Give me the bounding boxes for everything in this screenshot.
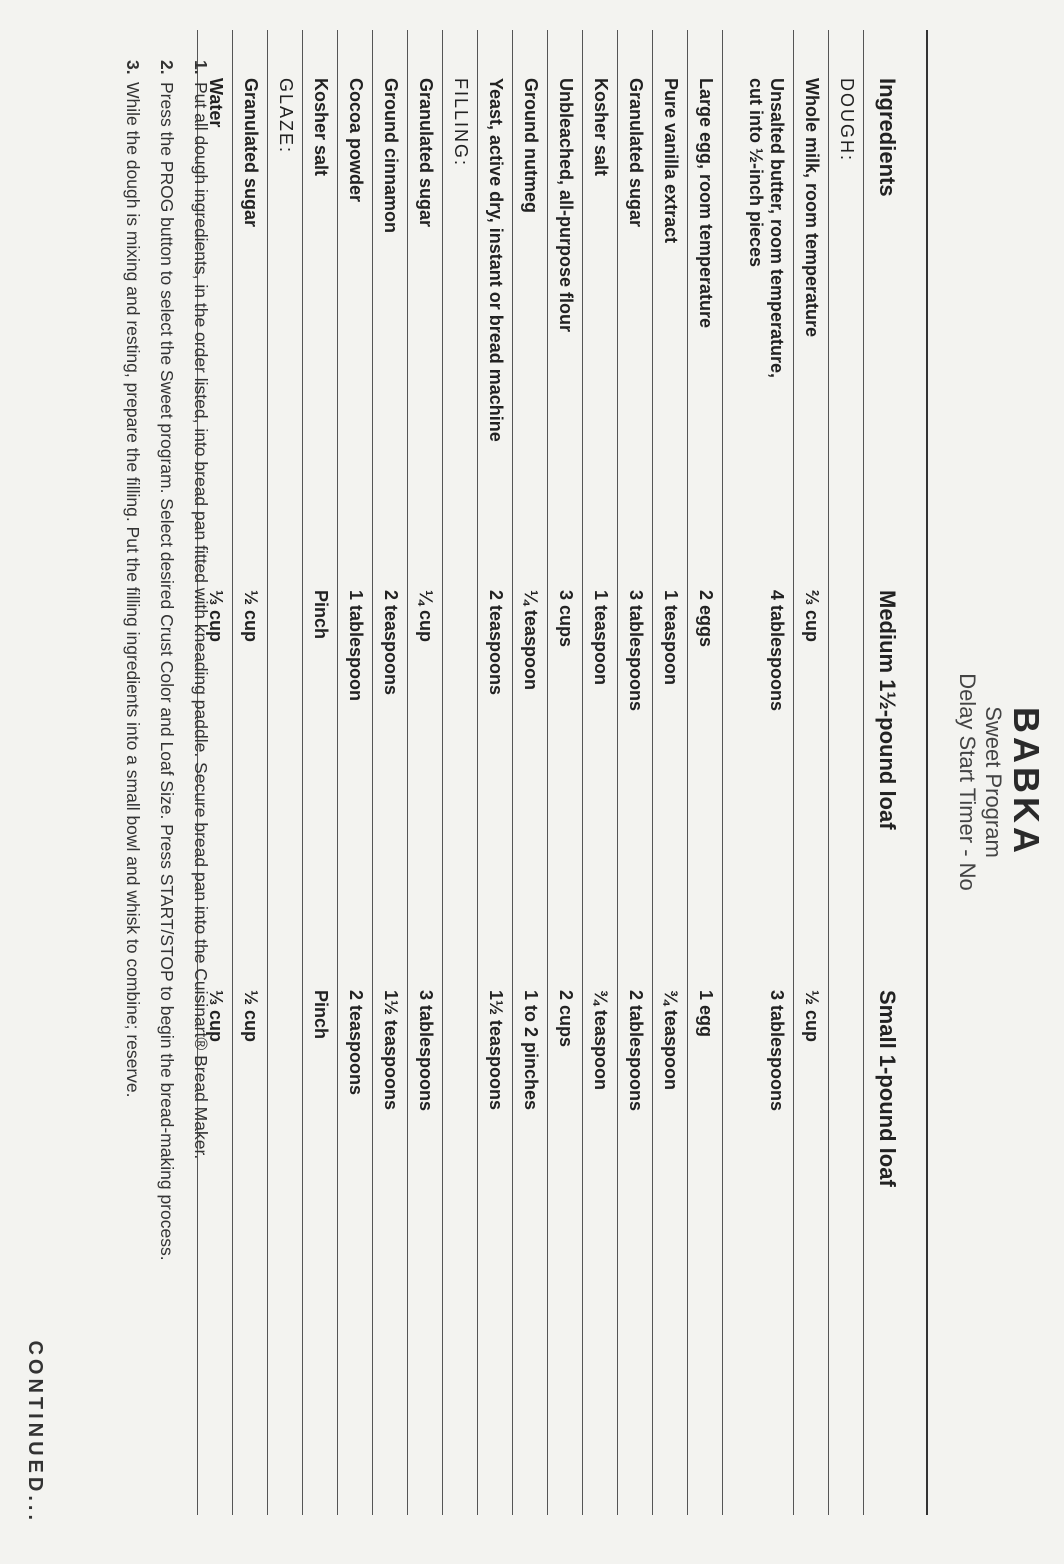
small-amount-cell: ½ cup xyxy=(241,990,261,1043)
step-number: 2. xyxy=(157,60,177,75)
ingredient-cell: Unsalted butter, room temperature, cut into ½-inch pieces xyxy=(746,78,787,379)
column-header-ingredients: Ingredients xyxy=(875,78,900,197)
instruction-step xyxy=(122,60,144,1460)
ingredient-cell: Granulated sugar xyxy=(626,78,646,228)
small-amount-cell: 2 teaspoons xyxy=(346,990,366,1096)
step-text: Press the PROG button to select the Sweet program. Select desired Crust Color and Loaf Size. Press START/STOP to begin the bread-making process. xyxy=(157,82,177,1261)
small-amount-cell xyxy=(471,990,477,1310)
delay-timer-label: Delay Start Timer - No xyxy=(955,673,980,891)
step-text: Put all dough ingredients, in the order listed, into bread pan fitted with kneading paddle. Secure bread pan into the Cuisinart® Bread Maker. xyxy=(191,82,211,1160)
ingredients-table xyxy=(197,30,928,1515)
table-row xyxy=(513,30,548,1515)
medium-amount-cell: 3 cups xyxy=(556,590,576,648)
medium-amount-cell: 2 teaspoons xyxy=(381,590,401,696)
small-amount-cell xyxy=(296,990,302,1310)
table-row xyxy=(618,30,653,1515)
medium-amount-cell xyxy=(471,590,477,910)
table-row xyxy=(794,30,829,1515)
table-header xyxy=(864,30,928,1515)
small-amount-cell: 1 to 2 pinches xyxy=(521,990,541,1111)
small-amount-cell: 3 tablespoons xyxy=(416,990,436,1112)
small-amount-cell: 1 egg xyxy=(696,990,716,1038)
ingredient-cell: Ground nutmeg xyxy=(521,78,541,213)
ingredient-cell: Granulated sugar xyxy=(241,78,261,228)
table-row xyxy=(303,30,338,1515)
medium-amount-cell: ½ cup xyxy=(241,590,261,643)
medium-amount-cell xyxy=(857,590,863,910)
small-amount-cell: 1½ teaspoons xyxy=(486,990,506,1111)
small-amount-cell: ¾ teaspoon xyxy=(661,990,681,1091)
medium-amount-cell: 2 eggs xyxy=(696,590,716,648)
medium-amount-cell: Pinch xyxy=(311,590,331,640)
table-row xyxy=(478,30,513,1515)
table-body xyxy=(197,30,864,1515)
medium-amount-cell: 1 teaspoon xyxy=(661,590,681,686)
small-amount-cell: 1½ teaspoons xyxy=(381,990,401,1111)
step-text: While the dough is mixing and resting, prepare the filling. Put the filling ingredients into a small bowl and whisk to combine; reserve. xyxy=(123,82,143,1098)
ingredient-cell: Granulated sugar xyxy=(416,78,436,228)
ingredient-cell: Cocoa powder xyxy=(346,78,366,203)
small-amount-cell: Pinch xyxy=(311,990,331,1040)
instructions xyxy=(110,60,212,1460)
instruction-step xyxy=(156,60,178,1460)
table-row xyxy=(688,30,723,1515)
title-block xyxy=(954,0,1046,1564)
table-row xyxy=(373,30,408,1515)
small-amount-cell: ½ cup xyxy=(802,990,822,1043)
small-amount-cell: 3 tablespoons xyxy=(767,990,787,1112)
continued-label: CONTINUED... xyxy=(24,1340,46,1524)
recipe-title: BABKA xyxy=(1006,707,1047,857)
section-row xyxy=(268,30,303,1515)
ingredient-cell: Pure vanilla extract xyxy=(661,78,681,244)
medium-amount-cell: 4 tablespoons xyxy=(767,590,787,712)
ingredient-cell: Whole milk, room temperature xyxy=(802,78,822,338)
table-row xyxy=(338,30,373,1515)
ingredient-cell: Kosher salt xyxy=(591,78,611,177)
small-amount-cell xyxy=(857,990,863,1310)
table-row xyxy=(408,30,443,1515)
medium-amount-cell: 1 teaspoon xyxy=(591,590,611,686)
medium-amount-cell xyxy=(296,590,302,910)
ingredient-cell: Ground cinnamon xyxy=(381,78,401,233)
column-header-small: Small 1-pound loaf xyxy=(875,990,900,1187)
table-row xyxy=(653,30,688,1515)
medium-amount-cell: ¼ teaspoon xyxy=(521,590,541,691)
table-row xyxy=(233,30,268,1515)
ingredient-cell: DOUGH: xyxy=(837,78,857,162)
step-number: 3. xyxy=(123,60,143,75)
step-number: 1. xyxy=(191,60,211,75)
column-header-medium: Medium 1½-pound loaf xyxy=(875,590,900,830)
ingredient-cell: Water xyxy=(206,78,226,128)
small-amount-cell: ⅓ cup xyxy=(206,990,226,1043)
instruction-step xyxy=(190,60,212,1460)
small-amount-cell: ¾ teaspoon xyxy=(591,990,611,1091)
medium-amount-cell: 2 teaspoons xyxy=(486,590,506,696)
medium-amount-cell: 1 tablespoon xyxy=(346,590,366,702)
instruction-list xyxy=(122,60,212,1460)
medium-amount-cell: 3 tablespoons xyxy=(626,590,646,712)
medium-amount-cell: ⅔ cup xyxy=(802,590,822,643)
ingredient-cell: Yeast, active dry, instant or bread machine xyxy=(486,78,506,442)
small-amount-cell: 2 cups xyxy=(556,990,576,1048)
table-row xyxy=(548,30,583,1515)
ingredient-cell: Unbleached, all-purpose flour xyxy=(556,78,576,333)
section-row xyxy=(443,30,478,1515)
table-row xyxy=(723,30,794,1515)
small-amount-cell: 2 tablespoons xyxy=(626,990,646,1112)
ingredient-cell: Kosher salt xyxy=(311,78,331,177)
program-label: Sweet Program xyxy=(981,706,1006,858)
medium-amount-cell: ¼ cup xyxy=(416,590,436,643)
ingredient-cell: FILLING: xyxy=(451,78,471,168)
ingredient-cell: GLAZE: xyxy=(276,78,296,155)
ingredient-cell: Large egg, room temperature xyxy=(696,78,716,329)
medium-amount-cell: ⅓ cup xyxy=(206,590,226,643)
table-row xyxy=(583,30,618,1515)
section-row xyxy=(829,30,864,1515)
